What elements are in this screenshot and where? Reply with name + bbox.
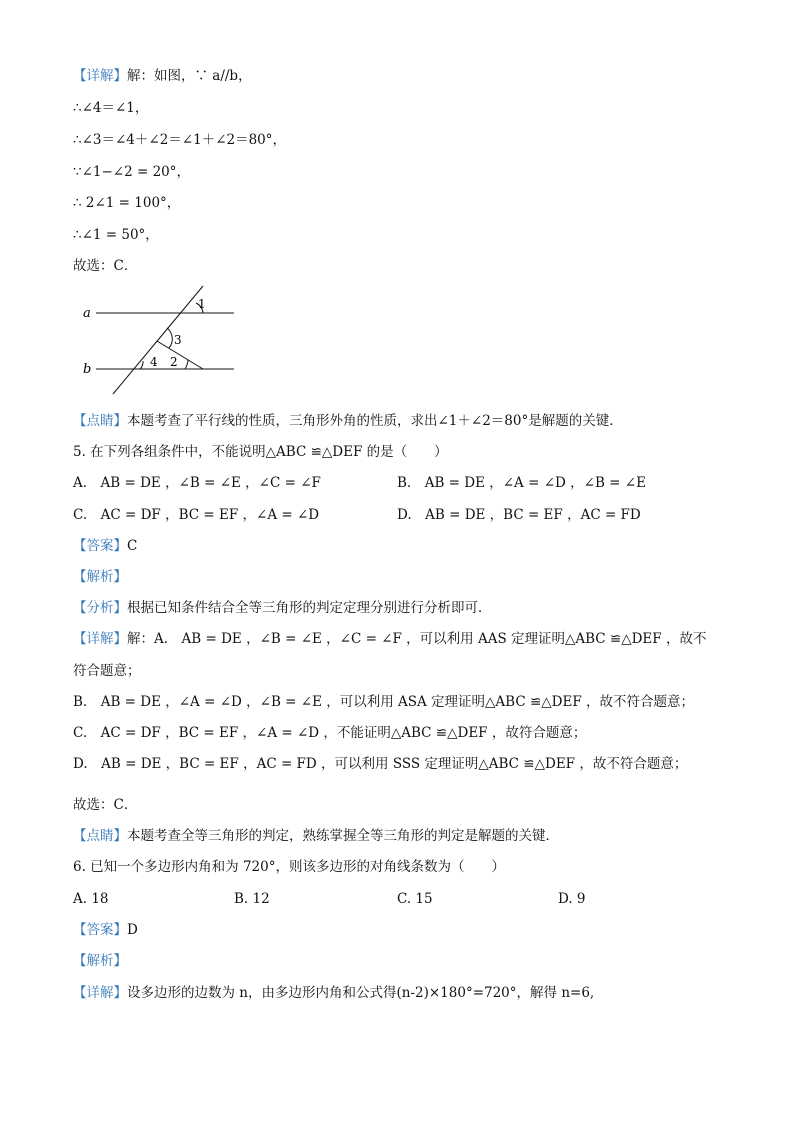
q5-option-c: C. AC = DF ，BC = EF ，∠A = ∠D [73,507,320,523]
q6-stem: 6. 已知一个多边形内角和为 720°，则该多边形的对角线条数为（ ） [73,859,505,875]
q5-choice: 故选：C． [73,797,138,813]
solution-line-3: ∴∠3＝∠4＋∠2＝∠1＋∠2＝80°， [73,132,287,148]
q6-option-b: B. 12 [234,891,270,907]
q6-detail [73,984,594,1002]
angle-4-arc [140,361,143,369]
solution-line-4: ∵∠1−∠2 = 20°， [73,164,191,180]
solution-line-1 [73,67,252,85]
label-b: b [83,362,92,377]
answer-tag: 【答案】 [73,538,127,554]
label-2: 2 [170,355,178,369]
q5-detail-1b: 符合题意； [73,663,141,679]
q6-option-a: A. 18 [73,891,109,907]
answer-tag: 【答案】 [73,922,127,938]
detail-text: 解：A. AB = DE ，∠B = ∠E ，∠C = ∠F ，可以利用 AAS 定理证明△ABC ≌△DEF ，故不 [127,631,707,647]
answer-value: D [127,922,138,938]
q5-option-d: D. AB = DE ，BC = EF ，AC = FD [397,507,641,523]
q5-fenxi [73,599,492,617]
label-3: 3 [174,333,182,347]
solution-choice: 故选：C． [73,258,138,274]
tip-tag: 【点睛】 [73,413,127,429]
q5-answer [73,537,137,555]
q5-analysis-tag [73,568,127,586]
detail-tag: 【详解】 [73,68,127,84]
detail-tag: 【详解】 [73,985,127,1001]
tip-text: 本题考查全等三角形的判定，熟练掌握全等三角形的判定是解题的关键． [127,828,559,844]
analysis-tag: 【解析】 [73,953,127,969]
q5-detail-3: C. AC = DF ，BC = EF ，∠A = ∠D ，不能证明△ABC ≌△DEF ，故符合题意； [73,725,587,741]
solution-line-2: ∴∠4＝∠1， [73,100,149,116]
fenxi-tag: 【分析】 [73,600,127,616]
fenxi-text: 根据已知条件结合全等三角形的判定定理分别进行分析即可． [127,600,492,616]
q5-tip [73,827,559,845]
label-1: 1 [198,297,206,311]
tip-tag: 【点睛】 [73,828,127,844]
q6-option-c: C. 15 [397,891,433,907]
angle-3-arc [167,328,172,348]
q6-answer [73,921,138,939]
q5-detail-1 [73,630,706,648]
q5-detail-2: B. AB = DE ，∠A = ∠D ，∠B = ∠E ，可以利用 ASA 定理证明△ABC ≌△DEF ，故不符合题意； [73,694,694,710]
q5-option-b: B. AB = DE ，∠A = ∠D ，∠B = ∠E [397,475,646,491]
q5-option-a: A. AB = DE ，∠B = ∠E ，∠C = ∠F [73,475,321,491]
solution-line-6: ∴∠1 = 50°， [73,227,159,243]
detail-text: 设多边形的边数为 n，由多边形内角和公式得(n-2)×180°=720°，解得 n=6, [127,985,595,1001]
tip-line [73,412,623,430]
detail-tag: 【详解】 [73,631,127,647]
angle-2-arc [185,360,188,369]
solution-text: 解：如图，∵ a//b， [127,68,252,84]
q6-option-d: D. 9 [558,891,586,907]
analysis-tag: 【解析】 [73,569,127,585]
q5-detail-4: D. AB = DE ，BC = EF ，AC = FD ，可以利用 SSS 定理证明△ABC ≌△DEF ，故不符合题意； [73,756,688,772]
solution-line-5: ∴ 2∠1 = 100°， [73,195,181,211]
label-a: a [83,306,91,321]
q5-stem: 5. 在下列各组条件中，不能说明△ABC ≌△DEF 的是（ ） [73,444,448,460]
transversal-line [113,286,203,394]
q6-analysis-tag [73,952,127,970]
label-4: 4 [150,355,158,369]
tip-text: 本题考查了平行线的性质，三角形外角的性质，求出∠1＋∠2＝80°是解题的关键． [127,413,623,429]
parallel-lines-figure [78,280,258,400]
answer-value: C [127,538,138,554]
